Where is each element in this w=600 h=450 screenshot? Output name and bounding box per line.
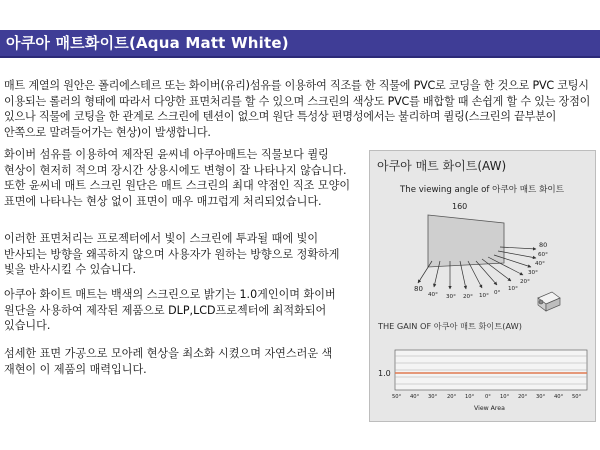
gain-value-label: 1.0 [378,369,391,378]
page-title: 아쿠아 매트화이트(Aqua Matt White) [6,34,289,52]
paragraph-gain: 아쿠아 화이트 매트는 백색의 스크린으로 밝기는 1.0게인이며 화이버 원단을 사용하여 제작된 제품으로 DLP,LCD프로젝터에 최적화되어 있습니다. [4,288,336,332]
angle-label: 30° [446,294,456,300]
paragraph-reflection: 이러한 표면처리는 프로젝터에서 빛이 스크린에 투과될 때에 빛이 반사되는 방향을 왜곡하지 않으며 사용자가 원하는 방향으로 정확하게 빛을 반사시킬 수 있습니다. [4,232,340,276]
angle-label: 10° [508,286,518,292]
gain-x-ticks [392,394,582,400]
gain-x-tick: 50° [572,394,582,400]
figure-title: 아쿠아 매트 화이트(AW) [377,159,507,173]
angle-label: 0° [494,290,501,296]
projector-icon [538,292,560,311]
gain-x-tick: 20° [518,394,528,400]
gain-x-label: View Area [474,405,505,412]
viewing-top-value: 160 [452,202,468,211]
gain-x-tick: 50° [392,394,402,400]
gain-x-tick: 40° [410,394,420,400]
figure-graphics [370,151,595,421]
gain-chart-label: THE GAIN OF 아쿠아 매트 화이트(AW) [378,321,522,331]
angle-label: 10° [479,293,489,299]
paragraph-fiber: 화이버 섬유를 이용하여 제작된 윤씨네 아쿠아매트는 직물보다 퀼링 현상이 현저히 적으며 장시간 상용시에도 변형이 잘 나타나지 않습니다. 또한 윤씨네 매트 스크린 원단은 매트 스크린의 최대 약점인 직조 모양이 표면에 나타나는 현상 없이 표면이 매우 매끄럽게 처리되었습니다. [4,148,351,208]
angle-label: 20° [520,279,530,285]
viewing-angle-label: The viewing angle of 아쿠아 매트 화이트 [400,185,564,195]
gain-x-tick: 10° [465,394,475,400]
angle-label: 20° [463,294,473,300]
title-bar [0,30,600,58]
gain-x-tick: 20° [447,394,457,400]
angle-label: 40° [428,292,438,298]
angle-label: 30° [528,270,538,276]
angle-label: 60° [538,252,548,258]
gain-x-tick: 30° [428,394,438,400]
paragraph-intro: 매트 계열의 원안은 폴리에스테르 또는 화이버(유리)섬유를 이용하여 직조를 한 직물에 PVC로 코딩을 한 것으로 PVC 코팅시 이용되는 롤러의 형태에 따라서 다양한 표면처리를 할 수 있으며 스크린의 색상도 PVC를 배합할 때 손쉽게 할 수 있는 장점이 있으나 직물에 코팅을 한 관계로 스크린에 텐션이 없으며 원단 특성상 편명성에서는 불리하며 퀼링(스크린의 끝부분이 안쪽으로 말려들어가는 현상)이 발생합니다. [4,79,591,139]
gain-x-tick: 40° [554,394,564,400]
paragraph-color: 섬세한 표면 가공으로 모아레 현상을 최소화 시켰으며 자연스러운 색 재현이 이 제품의 매력입니다. [4,347,333,376]
angle-label: 40° [535,261,545,267]
spec-figure [369,150,596,422]
gain-x-tick: 30° [536,394,546,400]
gain-x-tick: 0° [485,394,491,400]
viewing-left-value: 80 [414,285,423,293]
viewing-right-value: 80 [539,241,548,249]
gain-x-tick: 10° [500,394,510,400]
